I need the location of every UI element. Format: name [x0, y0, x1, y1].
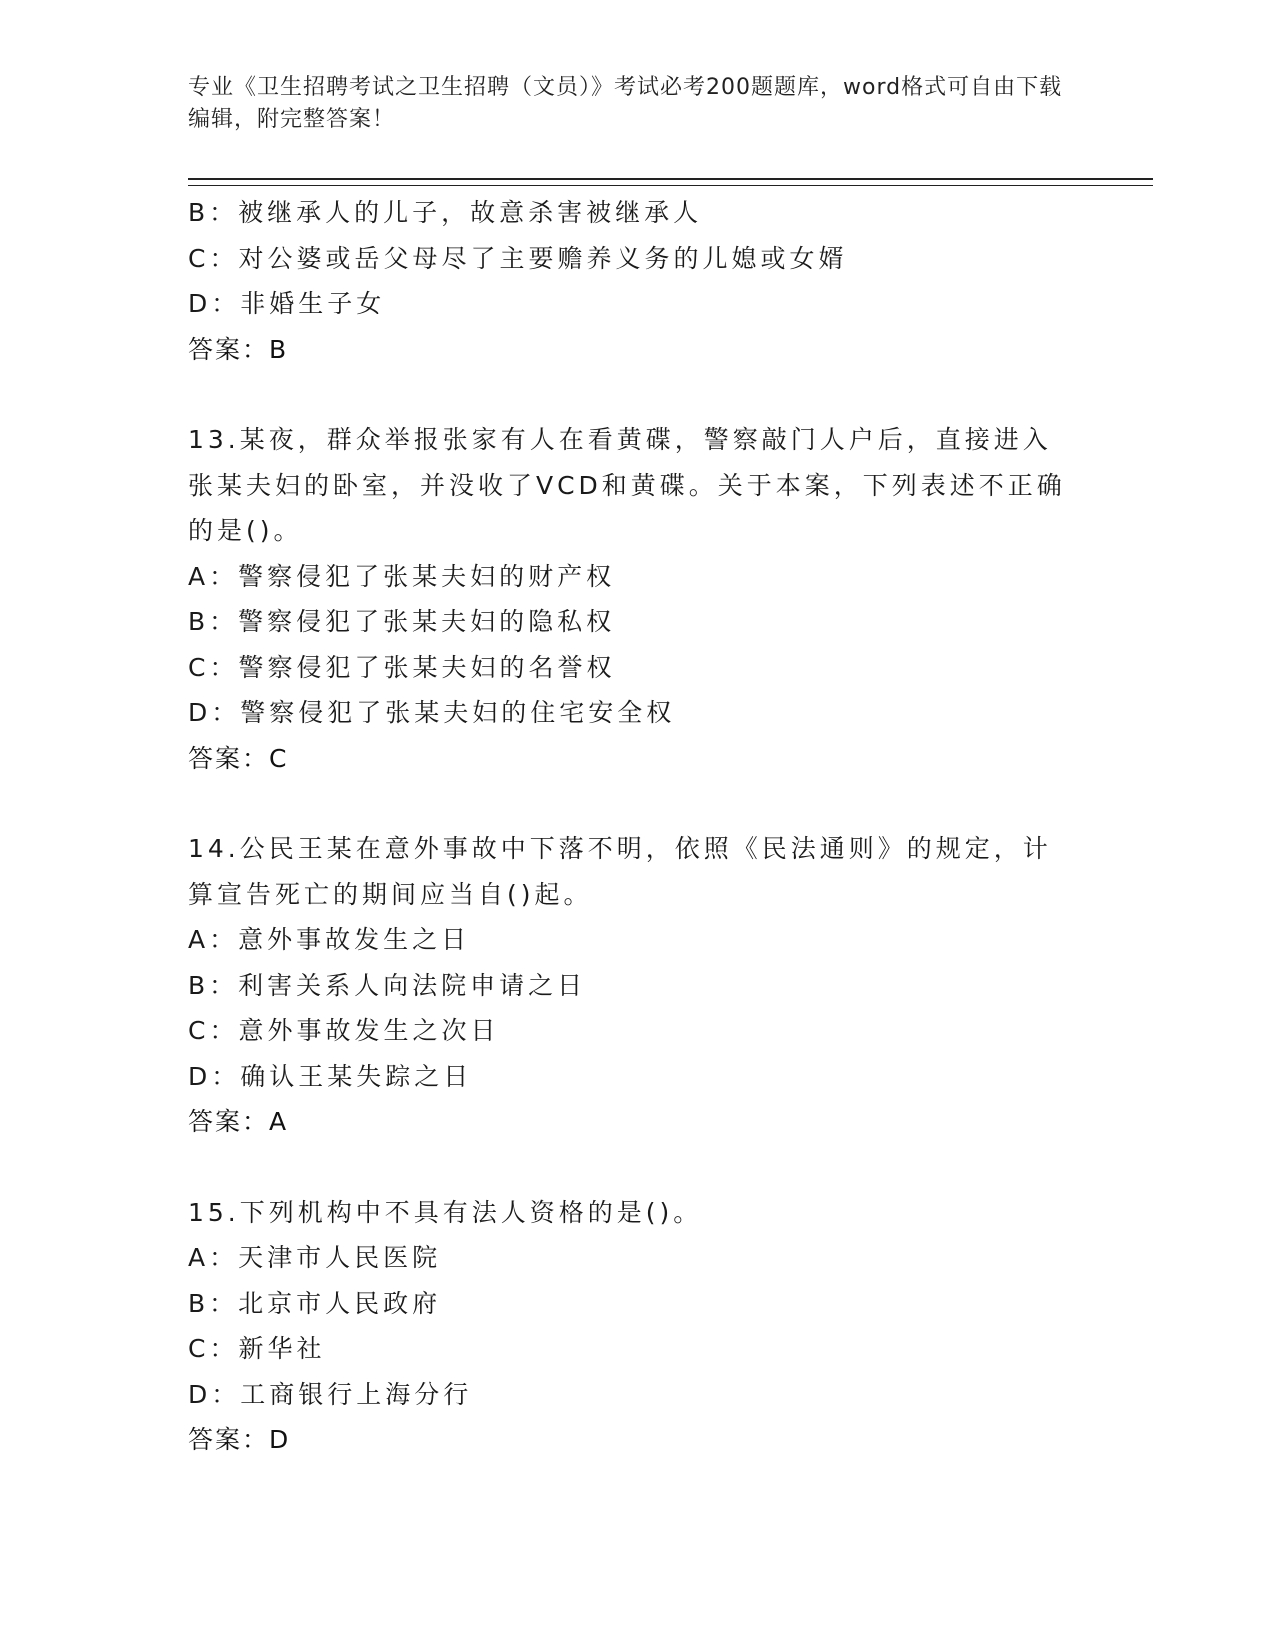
spacer [188, 372, 1148, 417]
option-d: D：工商银行上海分行 [188, 1379, 473, 1409]
question-stem: 15.下列机构中不具有法人资格的是()。 [188, 1197, 703, 1227]
option-c: C：警察侵犯了张某夫妇的名誉权 [188, 652, 616, 682]
answer-line: 答案：B [188, 334, 289, 364]
question-12-continuation [188, 190, 1148, 372]
answer-line: 答案：D [188, 1425, 291, 1454]
option-a: A：意外事故发生之日 [188, 925, 471, 954]
option-b: B：警察侵犯了张某夫妇的隐私权 [188, 607, 616, 636]
option-c: C：意外事故发生之次日 [188, 1016, 500, 1045]
option-b: B：北京市人民政府 [188, 1288, 442, 1318]
option-a: A：天津市人民医院 [188, 1243, 442, 1272]
answer-line: 答案：A [188, 1107, 289, 1136]
option-a: A：警察侵犯了张某夫妇的财产权 [188, 561, 616, 591]
question-stem: 13.某夜，群众举报张家有人在看黄碟，警察敲门人户后，直接进入张某夫妇的卧室，并没收了VCD和黄碟。关于本案，下列表述不正确的是()。 [188, 425, 1066, 545]
spacer [188, 1145, 1148, 1190]
option-b: B：利害关系人向法院申请之日 [188, 970, 587, 1000]
document-page [188, 0, 1148, 1650]
question-15 [188, 1190, 1148, 1463]
spacer [188, 781, 1148, 826]
header-divider [188, 178, 1153, 186]
question-13 [188, 417, 1148, 781]
question-stem: 14.公民王某在意外事故中下落不明，依照《民法通则》的规定，计算宣告死亡的期间应当自()起。 [188, 834, 1052, 909]
option-d: D：非婚生子女 [188, 289, 386, 318]
answer-line: 答案：C [188, 743, 289, 773]
document-body [188, 190, 1148, 1463]
option-d: D：确认王某失踪之日 [188, 1061, 473, 1091]
option-c: C：对公婆或岳父母尽了主要赡养义务的儿媳或女婿 [188, 243, 848, 273]
option-d: D：警察侵犯了张某夫妇的住宅安全权 [188, 698, 676, 727]
header-note: 专业《卫生招聘考试之卫生招聘（文员）》考试必考200题题库，word格式可自由下载编辑，附完整答案！ [188, 75, 1063, 132]
question-14 [188, 826, 1148, 1145]
option-c: C：新华社 [188, 1334, 326, 1363]
option-b: B：被继承人的儿子，故意杀害被继承人 [188, 198, 703, 227]
